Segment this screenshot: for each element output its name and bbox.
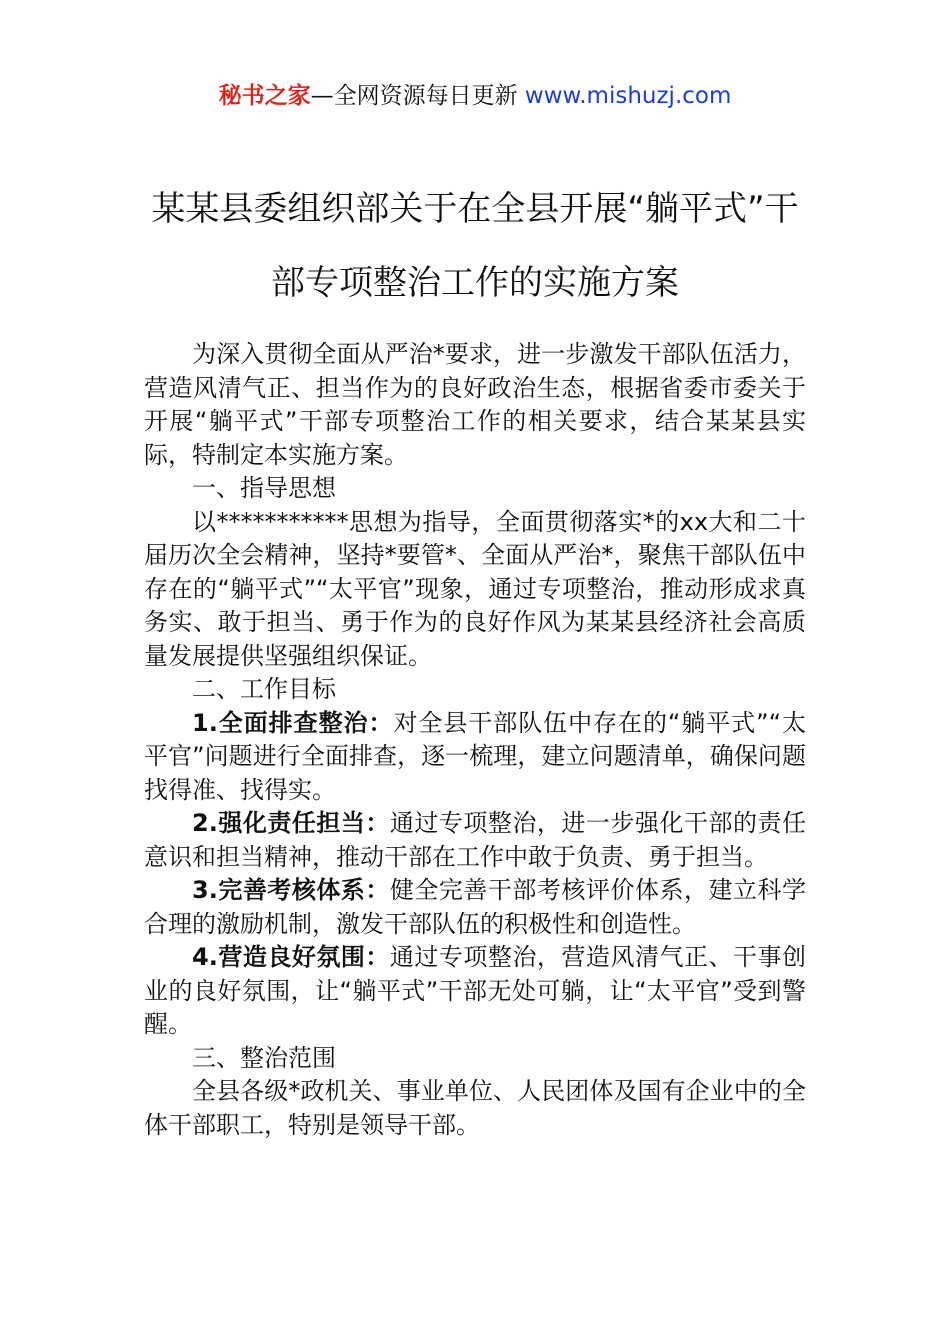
goal-text: 通过专项整治，营造风清气正、干事创业的良好氛围，让“躺平式”干部无处可躺，让“太平官”受到警醒。 [144,943,806,1038]
paragraph-intro [144,338,806,472]
goal-text: 对全县干部队伍中存在的“躺平式”“太平官”问题进行全面排查，逐一梳理，建立问题清单，确保问题找得准、找得实。 [144,708,806,804]
site-url-link[interactable]: www.mishuzj.com [524,83,732,109]
paragraph-text: 为深入贯彻全面从严治*要求，进一步激发干部队伍活力，营造风清气正、担当作为的良好政治生态，根据省委市委关于开展“躺平式”干部专项整治工作的相关要求，结合某某县实际，特制定本实施方案。 [144,340,806,469]
paragraph-text: 二、工作目标 [192,675,336,703]
section-heading-scope [144,1042,806,1076]
goal-lead: 4.营造良好氛围： [192,943,390,971]
site-header [0,80,950,112]
goal-lead: 1.全面排查整治： [192,708,394,737]
goal-text: 健全完善干部考核评价体系，建立科学合理的激励机制，激发干部队伍的积极性和创造性。 [144,876,806,938]
section-heading-goals [144,673,806,707]
brand-name: 秘书之家 [218,83,311,109]
paragraph-text: 全县各级*政机关、事业单位、人民团体及国有企业中的全体干部职工，特别是领导干部。 [144,1077,806,1139]
goal-lead: 3.完善考核体系： [192,876,390,904]
goal-item-3 [144,874,806,941]
paragraph-scope [144,1075,806,1142]
document-body [144,338,806,1142]
goal-item-1 [144,707,806,808]
goal-text: 通过专项整治，进一步强化干部的责任意识和担当精神，推动干部在工作中敢于负责、勇于担当。 [144,809,806,871]
paragraph-text: 三、整治范围 [192,1043,336,1072]
goal-lead: 2.强化责任担当： [192,809,390,837]
goal-item-2 [144,807,806,874]
section-heading-guiding-thought [144,472,806,506]
goal-item-4 [144,941,806,1042]
document-title: 某某县委组织部关于在全县开展“躺平式”干部专项整治工作的实施方案 [151,189,799,303]
paragraph-text: 一、指导思想 [192,474,336,502]
header-tagline: —全网资源每日更新 [310,83,525,109]
paragraph-guiding-thought [144,506,806,674]
paragraph-text: 以***********思想为指导，全面贯彻落实*的xx大和二十届历次全会精神，坚持*要管*、全面从严治*，聚焦干部队伍中存在的“躺平式”“太平官”现象，通过专项整治，推动形成求真务实、敢于担当、勇于作为的良好作风为某某县经济社会高质量发展提供坚强组织保证。 [144,507,806,670]
